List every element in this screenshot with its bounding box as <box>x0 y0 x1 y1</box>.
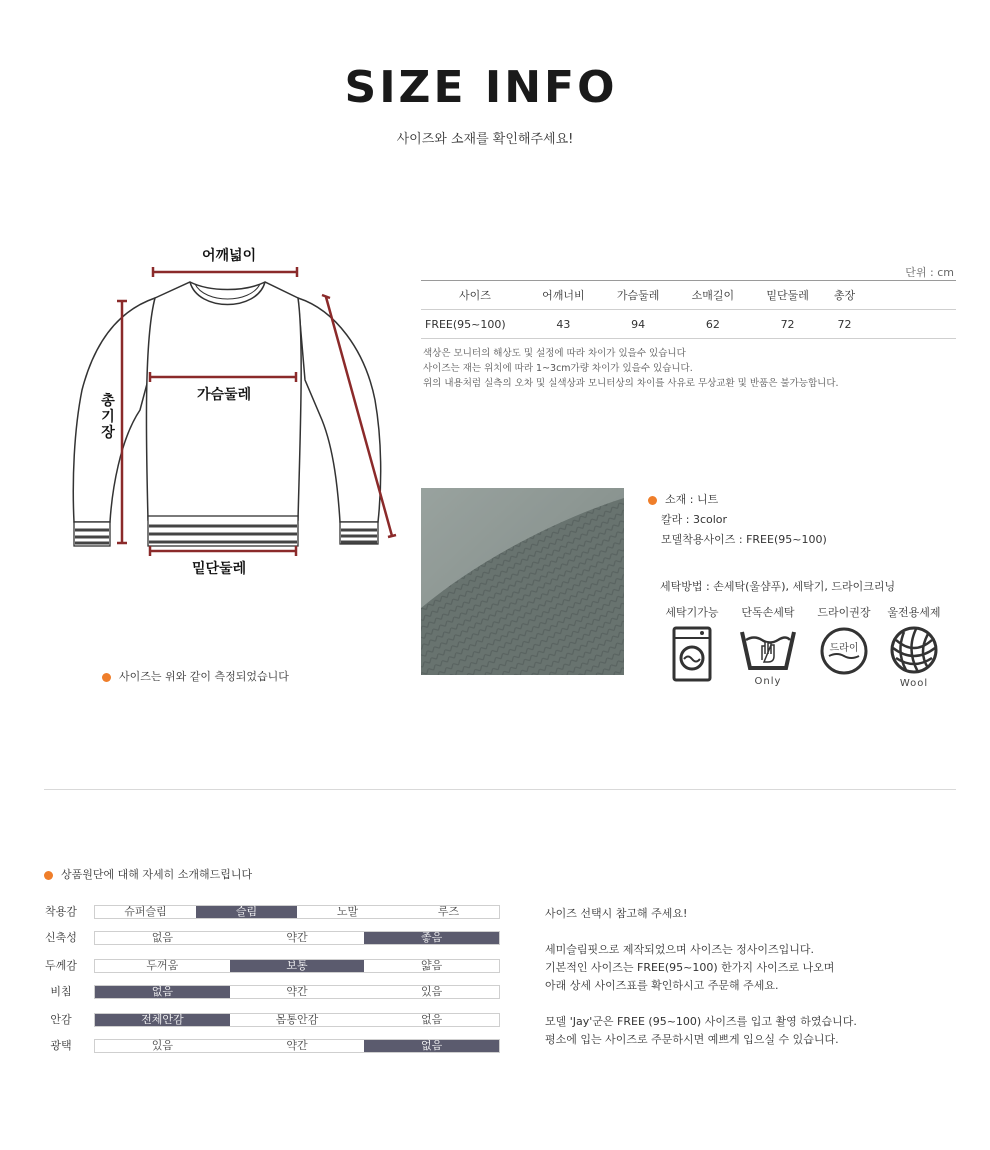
attribute-option: 없음 <box>421 1013 443 1026</box>
advice-spacer <box>545 995 857 1013</box>
attribute-option: 있음 <box>421 985 443 998</box>
attribute-bar <box>94 1013 500 1027</box>
size-note: 색상은 모니터의 해상도 및 설정에 따라 차이가 있을수 있습니다 <box>423 348 686 359</box>
attribute-bar <box>94 1039 500 1053</box>
advice-line: 세미슬림핏으로 제작되었으며 사이즈는 정사이즈입니다. <box>545 943 815 956</box>
attribute-option: 보통 <box>230 960 365 972</box>
attribute-option: 약간 <box>286 1039 308 1052</box>
attribute-row-gloss <box>44 1038 504 1054</box>
washing-machine-icon <box>672 626 712 682</box>
dry-clean-text: 드라이 <box>829 643 859 654</box>
table-cell: 72 <box>825 310 864 339</box>
care-label: 단독손세탁 <box>741 606 795 619</box>
total-length-label <box>100 393 116 441</box>
attribute-row-stretch <box>44 930 504 946</box>
table-cell: 43 <box>526 310 601 339</box>
table-cell-spacer <box>864 310 956 339</box>
care-item-washing-machine <box>660 604 724 682</box>
attribute-bar <box>94 905 500 919</box>
advice-line: 모델 'Jay'군은 FREE (95~100) 사이즈를 입고 촬영 하였습니다. <box>545 1015 857 1028</box>
hem-circumference-label: 밑단둘레 <box>192 561 247 577</box>
attribute-name: 광택 <box>50 1039 72 1052</box>
total-length-char: 장 <box>101 425 115 441</box>
attribute-bar <box>94 959 500 973</box>
attribute-row-fit <box>44 904 504 920</box>
advice-spacer <box>545 923 857 941</box>
table-header: 소매길이 <box>675 281 750 310</box>
material-fabric <box>648 490 827 510</box>
attribute-name: 신축성 <box>45 931 77 944</box>
attribute-option: 없음 <box>151 931 173 944</box>
bullet-icon <box>44 871 53 880</box>
fabric-intro-text: 상품원단에 대해 자세히 소개해드립니다 <box>61 868 253 881</box>
care-label: 울전용세제 <box>887 606 941 619</box>
table-cell: FREE(95~100) <box>421 310 526 339</box>
fabric-photo <box>421 488 624 675</box>
material-model-size: 모델착용사이즈 : FREE(95~100) <box>661 533 827 546</box>
shoulder-width-label: 어깨넓이 <box>202 248 257 264</box>
size-note: 사이즈는 재는 위치에 따라 1~3cm가량 차이가 있을수 있습니다. <box>423 363 693 374</box>
table-header: 어깨너비 <box>526 281 601 310</box>
fabric-intro <box>44 866 252 882</box>
table-header-spacer <box>864 281 956 310</box>
attribute-name: 착용감 <box>45 905 77 918</box>
table-row <box>421 310 956 339</box>
advice-line: 아래 상세 사이즈표를 확인하시고 주문해 주세요. <box>545 979 779 992</box>
attribute-option: 없음 <box>364 1040 499 1052</box>
dry-clean-icon <box>819 626 869 676</box>
attribute-option: 좋음 <box>364 932 499 944</box>
table-cell: 62 <box>675 310 750 339</box>
table-header-row <box>421 281 956 310</box>
attribute-option: 약간 <box>286 931 308 944</box>
attribute-bar <box>94 931 500 945</box>
page-title: SIZE INFO <box>344 62 618 113</box>
advice-line: 평소에 입는 사이즈로 주문하시면 예쁘게 입으실 수 있습니다. <box>545 1033 839 1046</box>
table-header: 사이즈 <box>421 281 526 310</box>
care-label: 드라이권장 <box>817 606 871 619</box>
size-note: 위의 내용처럼 실측의 오차 및 실색상과 모니터상의 차이를 사유로 무상교환 및 반품은 불가능합니다. <box>423 378 839 389</box>
section-divider <box>44 789 956 790</box>
care-item-hand-wash <box>736 604 800 687</box>
material-info <box>648 490 827 550</box>
attribute-option: 얇음 <box>421 959 443 972</box>
table-cell: 94 <box>601 310 676 339</box>
size-advice <box>545 905 857 1049</box>
page-subtitle: 사이즈와 소재를 확인해주세요! <box>396 132 574 147</box>
size-notes <box>423 346 839 391</box>
total-length-char: 기 <box>101 409 115 425</box>
attribute-option: 몸통안감 <box>275 1013 319 1026</box>
chest-circumference-label: 가슴둘레 <box>197 387 252 403</box>
attribute-bar <box>94 985 500 999</box>
hand-wash-icon <box>738 626 798 674</box>
attribute-option: 있음 <box>151 1039 173 1052</box>
attribute-option: 전체안감 <box>95 1014 230 1026</box>
attribute-option: 노말 <box>336 905 359 918</box>
bullet-icon <box>648 496 657 505</box>
size-table <box>421 280 956 339</box>
material-fabric-text: 소재 : 니트 <box>665 493 719 506</box>
table-header: 가슴둘레 <box>601 281 676 310</box>
care-item-dry-clean <box>812 604 876 676</box>
attribute-name: 비침 <box>50 985 72 998</box>
care-sub-label: Only <box>754 676 782 687</box>
diagram-note-text: 사이즈는 위와 같이 측정되었습니다 <box>119 670 289 683</box>
advice-line: 기본적인 사이즈는 FREE(95~100) 한가지 사이즈로 나오며 <box>545 961 835 974</box>
attribute-option: 슬림 <box>196 906 297 918</box>
wool-icon <box>888 626 940 676</box>
attribute-option: 없음 <box>95 986 230 998</box>
attribute-option: 슈퍼슬림 <box>124 905 167 918</box>
diagram-note <box>102 668 289 684</box>
attribute-name: 안감 <box>50 1013 72 1026</box>
washing-method: 세탁방법 : 손세탁(울샴푸), 세탁기, 드라이크리닝 <box>660 580 896 593</box>
material-color: 칼라 : 3color <box>661 513 728 526</box>
attribute-name: 두께감 <box>45 959 77 972</box>
attribute-option: 약간 <box>286 985 308 998</box>
advice-heading: 사이즈 선택시 참고해 주세요! <box>545 907 688 920</box>
bullet-icon <box>102 673 111 682</box>
attribute-row-lining <box>44 1012 504 1028</box>
attribute-option: 두꺼움 <box>146 959 179 972</box>
table-cell: 72 <box>750 310 825 339</box>
unit-label: 단위 : cm <box>905 266 954 279</box>
attribute-option: 루즈 <box>437 905 460 918</box>
table-header: 총장 <box>825 281 864 310</box>
attribute-row-thickness <box>44 958 504 974</box>
total-length-char: 총 <box>101 393 115 409</box>
care-item-wool <box>882 604 946 689</box>
attribute-row-sheer <box>44 984 504 1000</box>
table-header: 밑단둘레 <box>750 281 825 310</box>
care-label: 세탁기가능 <box>665 606 719 619</box>
care-sub-label: Wool <box>899 678 929 689</box>
